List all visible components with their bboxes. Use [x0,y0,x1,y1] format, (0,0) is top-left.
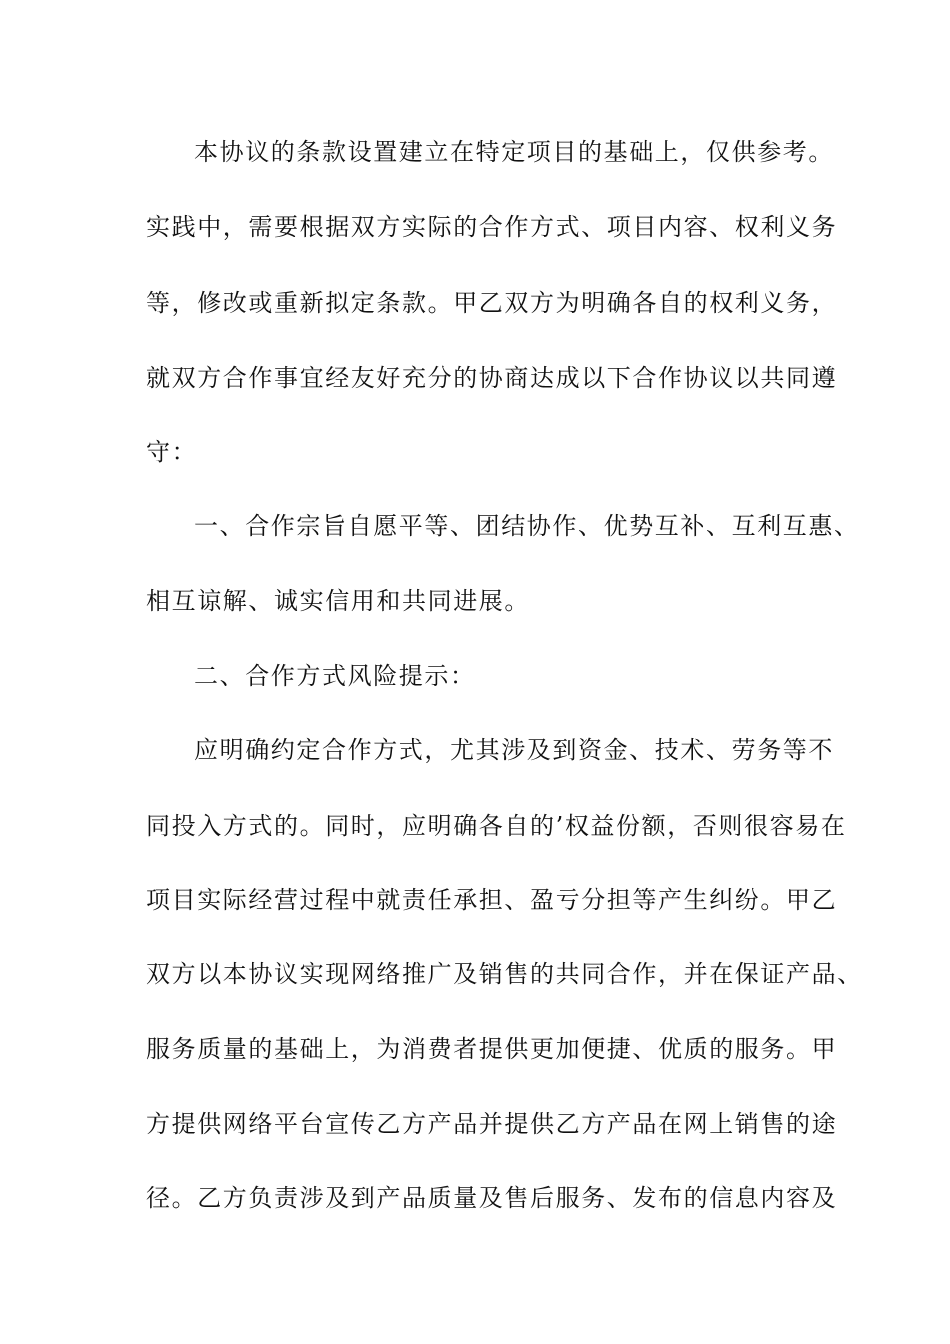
section-heading-line: 一、合作宗旨自愿平等、团结协作、优势互补、互利互惠、 [194,512,860,540]
paragraph-line: 就双方合作事宜经友好充分的协商达成以下合作协议以共同遵 [146,364,838,392]
paragraph-line: 同投入方式的。同时，应明确各自的’权益份额，否则很容易在 [146,812,847,840]
paragraph-line: 双方以本协议实现网络推广及销售的共同合作，并在保证产品、 [146,960,863,988]
paragraph-line: 实践中，需要根据双方实际的合作方式、项目内容、权利义务 [146,213,838,241]
paragraph-line: 服务质量的基础上，为消费者提供更加便捷、优质的服务。甲 [146,1035,838,1063]
paragraph-line: 本协议的条款设置建立在特定项目的基础上，仅供参考。 [194,138,834,166]
paragraph-line: 方提供网络平台宣传乙方产品并提供乙方产品在网上销售的途 [146,1110,838,1138]
paragraph-line: 应明确约定合作方式，尤其涉及到资金、技术、劳务等不 [194,736,834,764]
paragraph-line: 等，修改或重新拟定条款。甲乙双方为明确各自的权利义务， [146,289,838,317]
paragraph-line: 守： [146,438,198,466]
paragraph-line: 径。乙方负责涉及到产品质量及售后服务、发布的信息内容及 [146,1184,838,1212]
section-heading-line: 二、合作方式风险提示： [194,662,476,690]
paragraph-line: 相互谅解、诚实信用和共同进展。 [146,587,530,615]
paragraph-line: 项目实际经营过程中就责任承担、盈亏分担等产生纠纷。甲乙 [146,886,838,914]
